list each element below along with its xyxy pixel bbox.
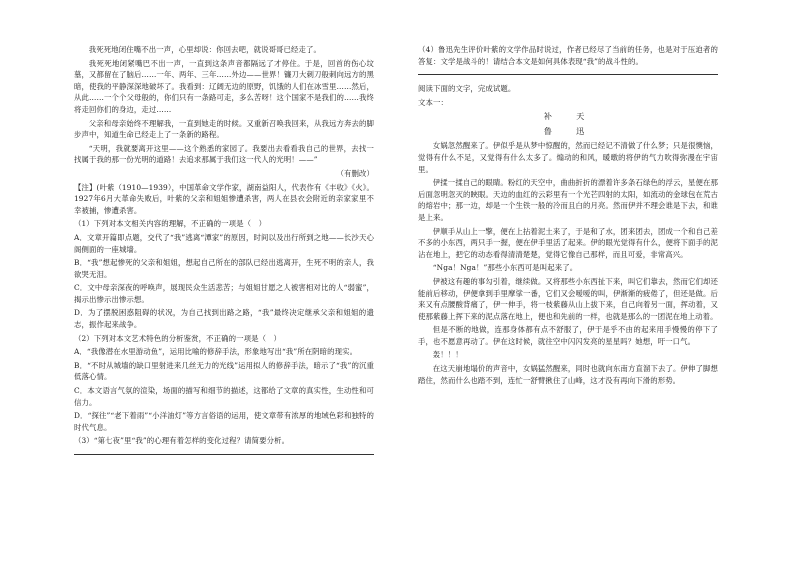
source-note: （有删改） xyxy=(336,168,374,178)
answer-line xyxy=(418,74,718,75)
poem-paragraph-2: 我死死地闭紧嘴巴不出一声，一直到这条声音都隔远了才停住。于是，回首的伤心坟墓，又都留在了脑后……一年、两年、三年……外边——世界！镰刀大刺刀般刺向远方的黑暗，使我的平静深深地破坏了。我看到：辽阔无边的原野，饥饿的人们在冰雪里……然后，从此……一个个父母般的，你们只有一条路可走，多么苦呀！这个国家不是我们的……我终将走回你们的身边，走过…… xyxy=(74,58,374,114)
article-paragraph-2: 伊揉一揉自己的眼睛。粉红的天空中，曲曲折折的漂着许多条石绿色的浮云，星便在那后面忽明忽灭的䀹眼。天边的血红的云彩里有一个光芒四射的太阳，如流动的金球包在荒古的熔岩中；那一边，却是一个生铁一般的冷而且白的月亮。然而伊并不理会谁是下去，和谁是上来。 xyxy=(418,178,718,222)
question-1-option-b: B．“我”想起惨死的父亲和姐姐，想起自己所在的部队已经出逃离开，生死不明的亲人，我欲哭无泪。 xyxy=(74,258,374,279)
article-paragraph-4: “Nga！Nga！”那些小东西可是叫起来了。 xyxy=(432,263,578,273)
text-label: 文本一： xyxy=(418,97,448,107)
article-paragraph-6: 但是不断的地做，连那身体都有点不舒服了，伊于是乎不由的起来用手慢慢的停下了手，也不愿意再动了。伊在这时候，就往空中闪闪发亮的星星吗？她想，吁一口气。 xyxy=(418,325,718,346)
footnote: 【注】(叶紫（1910—1939），中国革命文学作家，湖南益阳人，代表作有《丰收》《火》。1927年6月大革命失败后，叶紫的父亲和姐姐惨遭杀害，两人在县衣会附近的亲家家里不幸被捕，惨遭杀害。 xyxy=(74,182,374,215)
question-1: （1）下列对本文相关内容的理解，不正确的一项是（ ） xyxy=(74,219,267,229)
poem-paragraph-3: 父亲和母亲始终不理解我，一直到她走的时候。又重新召唤我回来，从我远方奔去的脚步声中，知道生命已经走上了一条新的路程。 xyxy=(74,118,374,140)
question-2-option-b: B．“不时从城墙的缺口里射进来几丝无力的光线”运用拟人的修辞手法，暗示了“我”的沉重低落心情。 xyxy=(74,360,374,382)
article-paragraph-7: 轰！！！ xyxy=(432,350,463,360)
right-column xyxy=(418,44,718,388)
poem-paragraph-1: 我死死地闭住嘴不出一声，心里却说：你回去吧，就说哥哥已经走了。 xyxy=(88,45,322,54)
question-2: （2）下列对本文艺术特色的分析鉴赏，不正确的一项是（ ） xyxy=(74,333,282,343)
left-column xyxy=(74,44,374,463)
question-2-option-a: A．“我像潜在水里游动鱼”，运用比喻的修辞手法，形象地写出“我”所在阴暗的现实。 xyxy=(74,347,358,357)
poem-paragraph-4: “天明，我就要离开这里——这个熟悉的家园了。我要出去看看我自己的世界，去找一找属于我的那一份光明的道路！去追求那属于我们这一代人的光明！——” xyxy=(74,143,374,165)
reading-intro: 阅读下面的文字，完成试题。 xyxy=(418,84,516,94)
question-1-option-a: A．文章开篇即点题，交代了“我”逃离“潭家”的原因，时间以及出行所到之地——长沙天心阁侧面的一座城墙。 xyxy=(74,232,374,254)
article-title: 补 天 xyxy=(543,111,593,122)
article-author: 鲁 迅 xyxy=(543,126,593,137)
question-2-option-c: C．本文语言气氛的渲染，场面的描写和细节的描述，这都给了文章的真实性，生动性和可信力。 xyxy=(74,386,374,407)
question-4: （4）鲁迅先生评价叶紫的文学作品时说过，作者已经尽了当前的任务，也是对于压迫者的答复：文学是战斗的！请结合本文是如何具体表现“我”的战斗性的。 xyxy=(418,45,718,66)
article-paragraph-5: 伊被这有趣的事勾引着，继续做。又将那些小东西扯下来，叫它们靠去，然而它们却还能前后移动，伊便拿到手里摩挲一番，它们又会嗳嗳的叫，伊渐渐的疲倦了，但还是做。后来又有点腰酸背痛了，伊一伸手，将一枝紫藤从山上拔下来，自己向着另一面，挥动着，又使那紫藤上挥下来的泥点落在地上，便也和先前的一样，也就是那么的一团泥在地上动着。 xyxy=(418,276,718,321)
question-3: （3）“第七夜”里“我”的心理有着怎样的变化过程？请简要分析。 xyxy=(74,436,290,446)
article-paragraph-3: 伊顺手从山上一擎，便在上拈着泥土来了，于是和了水，团来团去，团成一个和自己差不多的小东西，两只手一握，便在伊手里活了起来。伊的眼光觉得有什么，便将下面手的泥沾在地上，把它的动态看得清清楚楚，觉得它像自己那样，而且可爱，非常高兴。 xyxy=(418,226,718,259)
question-1-option-c: C．文中母亲深夜的呼唤声，展现民众生活悲苦；与姐姐甘愿之人被害相对比的人“弱蜜”，揭示出惨示出惨示想。 xyxy=(74,283,374,304)
question-1-option-d: D．为了摆脱困惑阻碍的状况，为自己找到出路之路，“我”最终决定继承父亲和姐姐的遗志，振作起来战争。 xyxy=(74,308,374,330)
question-2-option-d: D．“探往”“老下着雨”“小洋油灯”等方言俗语的运用，使文章带有浓厚的地域色彩和独特的时代气息。 xyxy=(74,411,374,432)
article-paragraph-8: 在这天崩地塌价的声音中，女娲猛然醒来，同时也就向东南方直溜下去了。伊伸了脚想踏住，然而什么也踏不到，连忙一舒臂揪住了山峰，这才没有再向下滑的形势。 xyxy=(418,364,718,385)
article-paragraph-1: 女娲忽然醒来了。伊似乎是从梦中惊醒的，然而已经记不清做了什么梦；只是很懊恼，觉得有什么不足，又觉得有什么太多了。煽动的和风，暖暾的将伊的气力吹得弥漫在宇宙里。 xyxy=(418,141,718,174)
answer-line xyxy=(74,454,374,455)
